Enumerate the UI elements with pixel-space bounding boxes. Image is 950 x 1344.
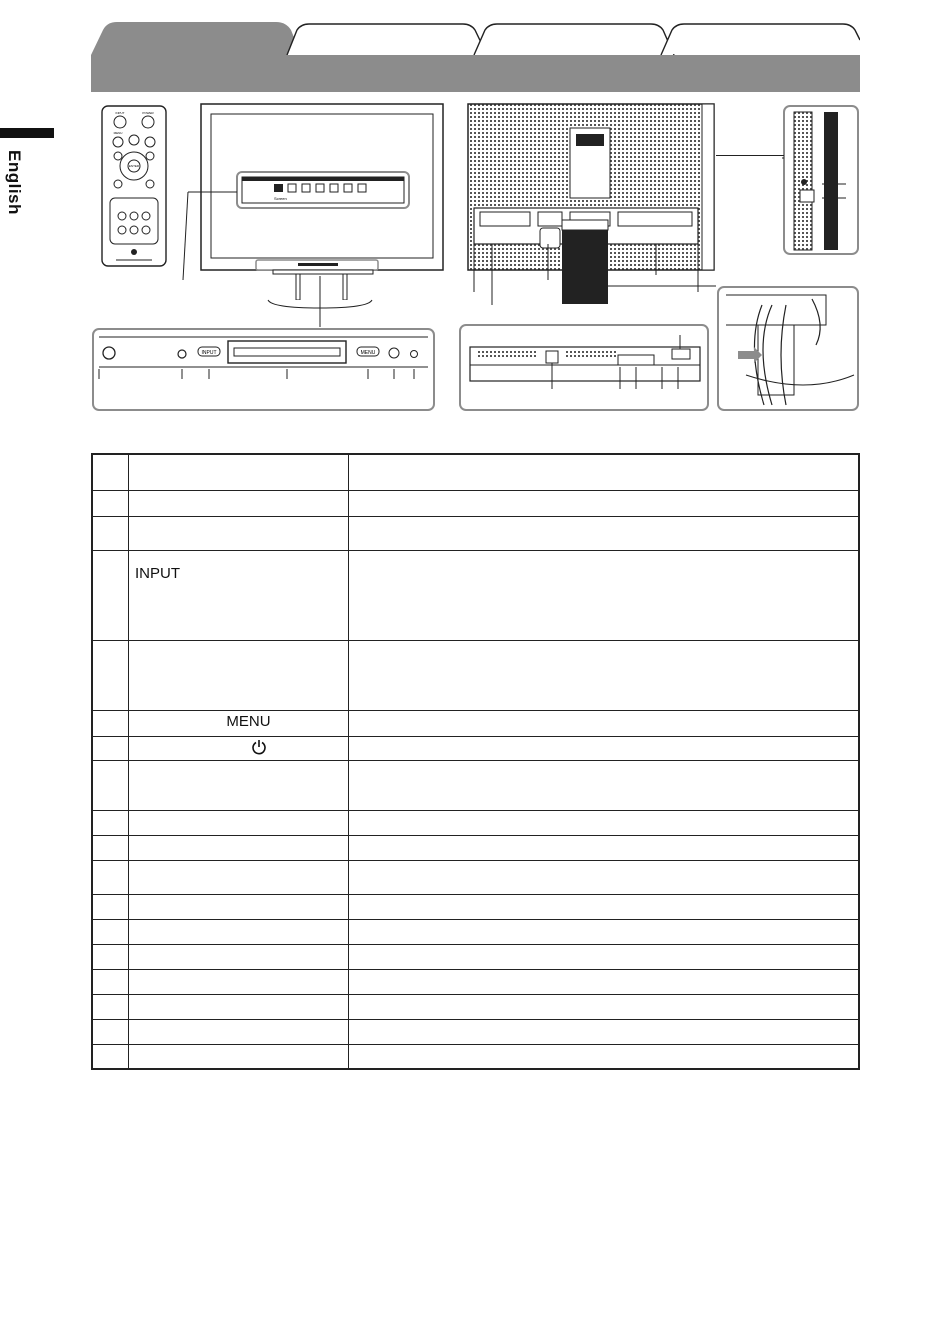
tab-2	[287, 24, 487, 55]
side-connector-detail	[782, 104, 860, 256]
table-row	[92, 894, 859, 919]
table-row	[92, 710, 859, 736]
table-row	[92, 969, 859, 994]
table-row	[92, 640, 859, 710]
table-row	[92, 944, 859, 969]
remote-enter-label: ENTER	[128, 164, 140, 168]
front-panel-detail	[91, 327, 436, 412]
menu-button-label: MENU	[226, 712, 271, 730]
table-row	[92, 516, 859, 550]
remote-control-illustration	[100, 104, 170, 270]
rear-connector-detail	[458, 323, 710, 412]
table-row	[92, 919, 859, 944]
table-row	[92, 810, 859, 835]
language-label: English	[5, 150, 24, 215]
monitor-rear-illustration	[466, 100, 716, 305]
front-input-label: INPUT	[201, 350, 217, 356]
table-row	[92, 454, 859, 490]
tab-active	[91, 22, 301, 55]
input-button-label: INPUT	[135, 564, 180, 582]
table-row	[92, 490, 859, 516]
parts-table	[91, 453, 860, 1070]
language-tab-bar	[0, 128, 54, 138]
power-icon	[251, 739, 267, 755]
table-row	[92, 550, 859, 640]
side-detail-leader	[716, 155, 784, 156]
tab-4	[661, 24, 860, 55]
cable-holder-detail	[716, 285, 860, 412]
table-row	[92, 860, 859, 894]
table-row	[92, 835, 859, 860]
table-row	[92, 760, 859, 810]
table-row	[92, 1019, 859, 1044]
table-row	[92, 994, 859, 1019]
monitor-front-illustration	[180, 100, 460, 330]
tab-3	[474, 24, 674, 55]
header-band	[91, 55, 860, 92]
osd-caption: Screen	[274, 196, 287, 201]
remote-input-label: INPUT	[115, 111, 125, 115]
remote-power-label: POWER	[142, 111, 154, 115]
front-menu-label: MENU	[360, 350, 376, 356]
table-row	[92, 736, 859, 760]
table-row	[92, 1044, 859, 1069]
remote-menu-label: MENU	[113, 131, 123, 135]
